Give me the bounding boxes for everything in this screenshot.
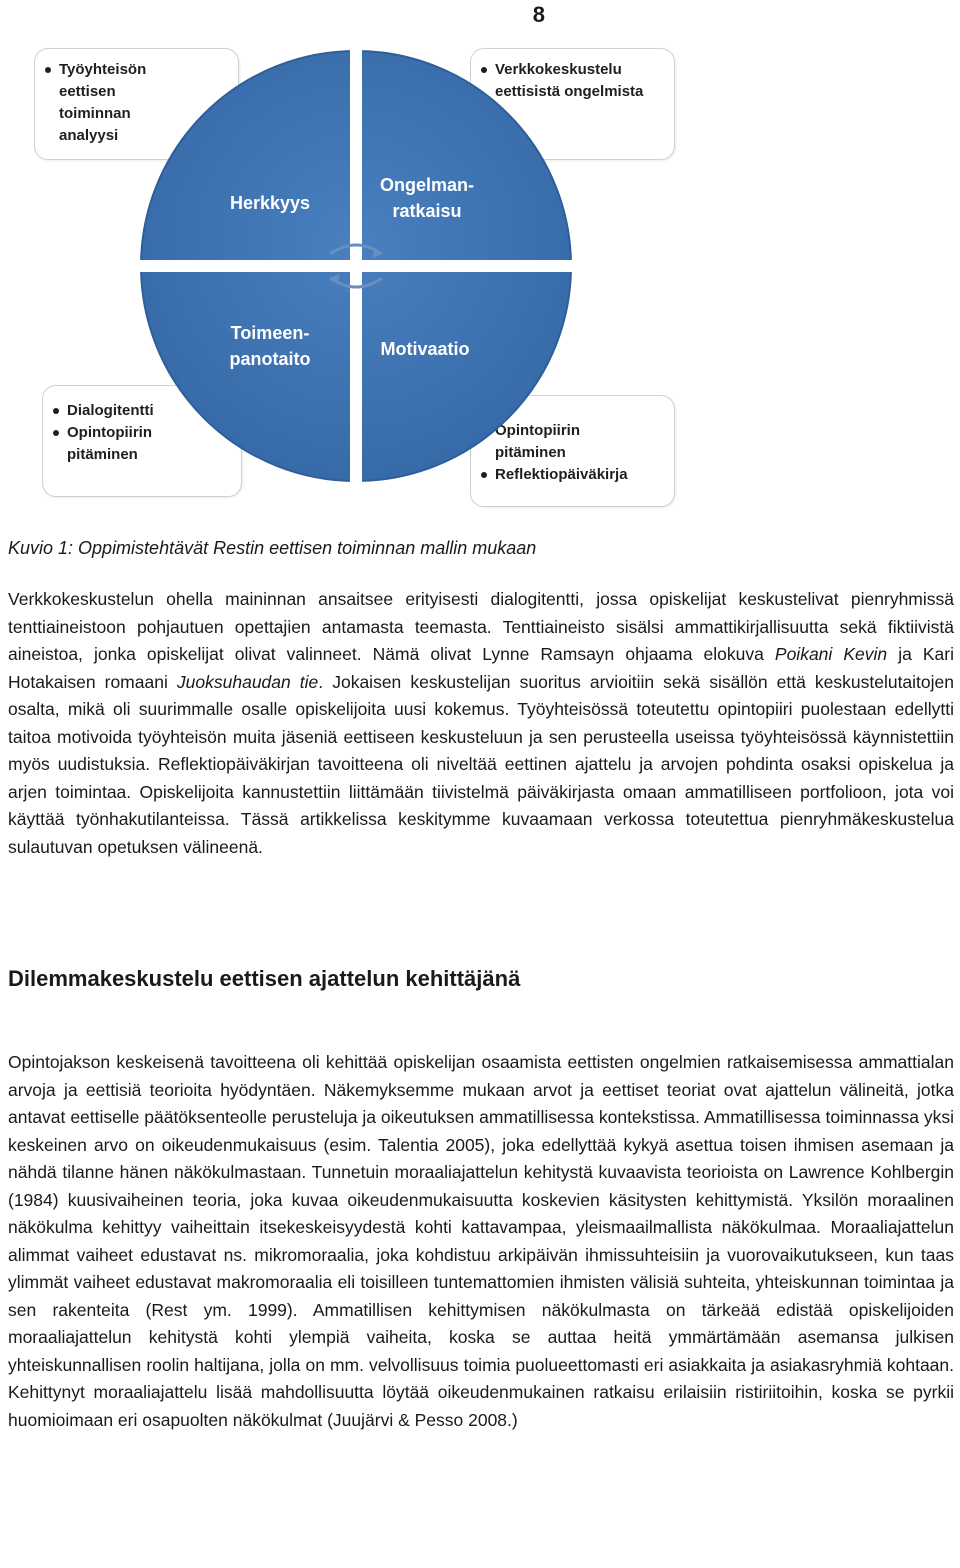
paragraph-1-film-title: Poikani Kevin — [774, 644, 888, 664]
paragraph-1-part-3: . Jokaisen keskustelijan suoritus arvioitiin sekä sisällön että keskustelutaitojen osalta, mikä oli suurimmalle osalle opiskelijoita uusi kokemus. Työyhteisössä toteutettu opintopiiri puolestaan edellytti taitoa motivoida työyhteisön muita jäseniä eettiseen keskusteluun ja sen perusteella useissa työyhteisössä käynnistettiin myös uudistuksia. Reflektiopäiväkirjan tavoitteena oli niveltää eettinen ajattelu ja arvojen pohdinta osaksi opiskelua ja arjen toimintaa. Opiskelijoita kannustettiin liittämään tiivistelmä päiväkirjasta omaan ammatilliseen portfolioon, jota voi käyttää työnhakutilanteissa. Tässä artikkelissa keskitymme kuvaamaan verkossa toteutettua pienryhmäkeskustelua sulautuvan opetuksen välineenä. — [8, 671, 954, 857]
quadrant-herkkyys — [205, 190, 335, 216]
figure-model-diagram — [0, 0, 960, 520]
box-bottom-right-item-1: Opintopiirin pitäminen — [479, 420, 615, 464]
quadrant-herkkyys-label: Herkkyys — [229, 193, 311, 213]
box-top-right-item: Verkkokeskustelu eettisistä ongelmista — [479, 59, 645, 103]
box-bottom-left-item-1: Dialogitentti — [51, 400, 233, 422]
paragraph-1 — [8, 586, 954, 861]
horizontal-divider — [138, 260, 574, 272]
quadrant-ongelmanratkaisu-line-1: Ongelman- — [379, 175, 474, 195]
quadrant-toimeenpanotaito-line-2: panotaito — [229, 349, 311, 369]
paragraph-1-part-2: ja Kari Hotakaisen romaani — [8, 644, 954, 692]
figure-caption: Kuvio 1: Oppimistehtävät Restin eettisen toiminnan mallin mukaan — [8, 538, 537, 558]
quadrant-motivaatio-label: Motivaatio — [380, 339, 470, 359]
quadrant-ongelmanratkaisu — [362, 172, 492, 224]
paragraph-1-novel-title: Juoksuhaudan tie — [176, 671, 319, 692]
paragraph-1-part-1: Verkkokeskustelun ohella maininnan ansaitsee erityisesti dialogitentti, jossa opiskelijat keskustelivat pienryhmissä tenttiaineistoon pohjautuen opettajien antamasta teemasta. Tenttiaineisto sisälsi ammattikirjallisuutta sekä fiktiivistä aineistoa, jonka opiskelijat olivat valinneet. Nämä olivat Lynne Ramsayn ohjaama elokuva — [8, 589, 954, 664]
box-bottom-right-item-2: Reflektiopäiväkirja — [479, 464, 666, 486]
box-top-left-item: Työyhteisön eettisen toiminnan analyysi — [43, 59, 169, 147]
page-number: 8 — [532, 2, 545, 27]
box-bottom-left-item-2: Opintopiirin pitäminen — [51, 422, 187, 466]
quadrant-toimeenpanotaito — [205, 320, 335, 372]
quadrant-ongelmanratkaisu-line-2: ratkaisu — [392, 201, 462, 221]
quadrant-toimeenpanotaito-line-1: Toimeen- — [230, 323, 310, 343]
quadrant-motivaatio — [360, 336, 490, 362]
paragraph-2: Opintojakson keskeisenä tavoitteena oli kehittää opiskelijan osaamista eettisten ongelmien ratkaisemisessa ammattialan arvoja ja eettisiä teorioita hyödyntäen. Näkemyksemme mukaan arvot ja eettiset teoriat ovat ajattelun välineitä, jotka antavat eettiselle päätöksenteolle perusteluja ja oikeutuksen ammatillisessa kontekstissa. Ammatillisessa toiminnassa yksi keskeinen arvo on oikeudenmukaisuus (esim. Talentia 2005), joka edellyttää kykyä asettua toisen ihmisen asemaan ja nähdä tilanne hänen näkökulmastaan. Tunnetuin moraaliajattelun kehitystä kuvaavista teorioista on Lawrence Kohlbergin (1984) kuusivaiheinen teoria, joka kuvaa oikeudenmukaisuutta koskevien käsitysten kehittymistä. Yksilön moraalinen näkökulma kehittyy vaiheittain itsekeskeisyydestä kohti kattavampaa, yleismaailmallista näkökulmaa. Moraaliajattelun alimmat vaiheet edustavat ns. mikromoraalia, joka kohdistuu arkipäivän ihmissuhteisiin ja vuorovaikutukseen, kun taas ylimmät vaiheet edustavat makromoraalia eli toisilleen tuntemattomien ihmisten välisiä suhteita, yhteiskunnan toimintaa ja sen rakenteita (Rest ym. 1999). Ammatillisen kehittymisen näkökulmasta on tärkeää edistää opiskelijoiden moraaliajattelun kehitystä kohti ylempiä vaiheita, koska se auttaa heitä ymmärtämään asemansa julkisen yhteiskunnallisen roolin haltijana, jolla on mm. velvollisuus toimia puolueettomasti eri asiakkaita ja asiakasryhmiä kohtaan. Kehittynyt moraaliajattelu lisää mahdollisuutta löytää oikeudenmukainen ratkaisu erilaisiin ristiriitoihin, koska se pyrkii huomioimaan eri osapuolten näkökulmat (Juujärvi & Pesso 2008.) — [8, 1052, 954, 1430]
circle-diagram — [0, 0, 960, 520]
section-heading: Dilemmakeskustelu eettisen ajattelun kehittäjänä — [8, 966, 521, 991]
